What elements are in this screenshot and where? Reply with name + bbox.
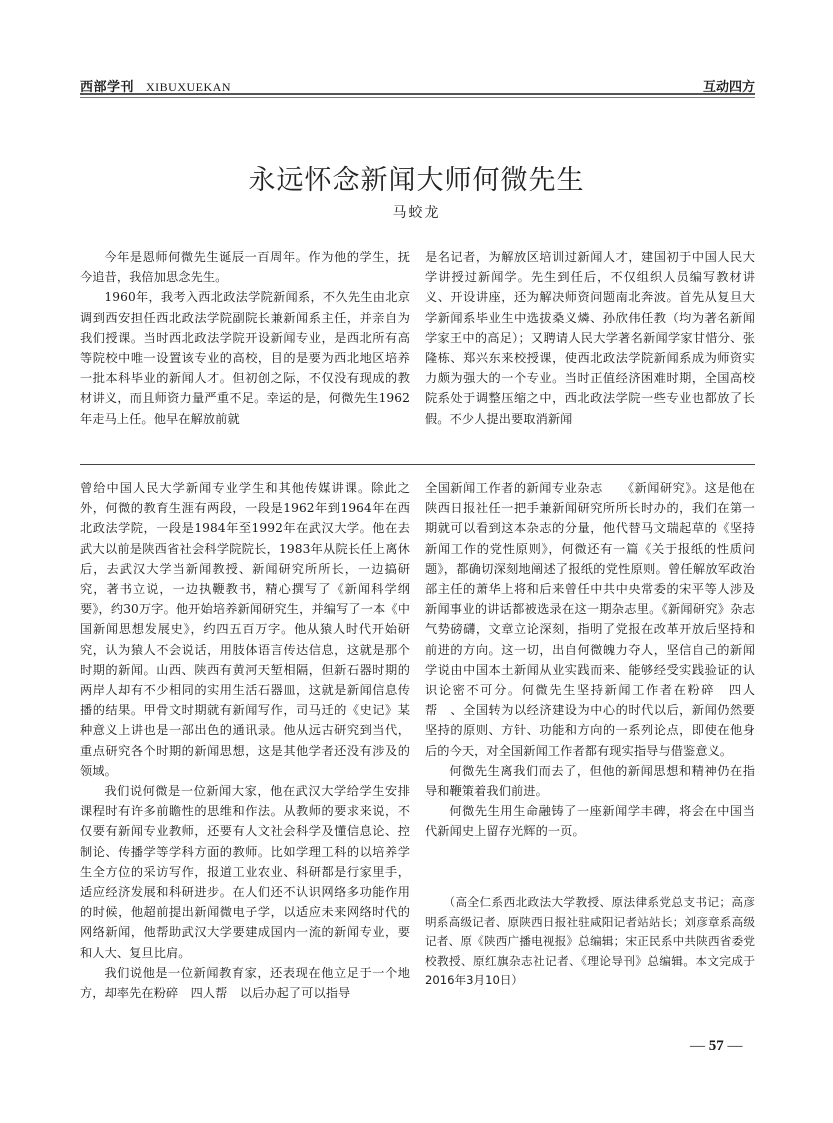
column-bottom-right — [425, 478, 755, 842]
paragraph: 是名记者，为解放区培训过新闻人才，建国初于中国人民大学讲授过新闻学。先生到任后，不仅组织人员编写教材讲义、开设讲座，还为解决师资问题南北奔波。首先从复旦大学新闻系毕业生中选拔桑义燐、孙欣伟任教（均为著名新闻学家王中的高足）；又聘请人民大学著名新闻学家甘惜分、张隆栋、郑兴东来校授课，使西北政法学院新闻系成为师资实力颇为强大的一个专业。当时正值经济困难时期，全国高校院系处于调整压缩之中，西北政法学院一些专业也都放了长假。不少人提出要取消新闻 — [425, 250, 755, 426]
paragraph: 1960年，我考入西北政法学院新闻系，不久先生由北京调到西安担任西北政法学院副院长兼新闻系主任，并亲自为我们授课。当时西北政法学院开设新闻专业，是西北所有高等院校中唯一设置该专业的高校，目的是要为西北地区培养一批本科毕业的新闻人才。但初创之际，不仅没有现成的教材讲义，而且师资力量严重不足。幸运的是，何微先生1962年走马上任。他早在解放前就 — [80, 290, 410, 426]
section-divider — [80, 464, 755, 465]
column-bottom-left — [80, 478, 410, 1003]
article-author: 马蛟龙 — [392, 205, 441, 221]
column-top-left — [80, 247, 410, 429]
paragraph: 我们说他是一位新闻教育家，还表现在他立足于一个地方，却率先在粉碎 四人帮 以后办起了可以指导 — [80, 965, 410, 1001]
section-name: 互动四方 — [702, 80, 755, 95]
page-number — [690, 1038, 743, 1055]
author-note — [425, 893, 755, 991]
paragraph: 全国新闻工作者的新闻专业杂志 《新闻研究》。这是他在陕西日报社任一把手兼新闻研究所所长时办的，我们在第一期就可以看到这本杂志的分量，他代替马文瑞起草的《坚持新闻工作的党性原则》，何微还有一篇《关于报纸的性质问题》，都确切深刻地阐述了报纸的党性原则。曾任解放军政治部主任的萧华上将和后来曾任中共中央常委的宋平等人涉及新闻事业的讲话都被选录在这一期杂志里。《新闻研究》杂志气势磅礴，文章立论深刻，指明了党报在改革开放后坚持和前进的方向。这一切，出自何微魄力夺人，坚信自己的新闻学说由中国本土新闻从业实践而来、能够经受实践验证的认识论密不可分。何微先生坚持新闻工作者在粉碎 四人帮 、全国转为以经济建设为中心的时代以后，新闻仍然要坚持的原则、方针、功能和方向的一系列论点，即使在他身后的今天，对全国新闻工作者都有现实指导与借鉴意义。 — [425, 481, 755, 758]
paragraph: 我们说何微是一位新闻大家，他在武汉大学给学生安排课程时有许多前瞻性的思维和作法。从教师的要求来说，不仅要有新闻专业教师，还要有人文社会科学及懂信息论、控制论、传播学等学科方面的教师。比如学理工科的以培养学生全方位的采访写作，报道工业农业、科研都是行家里手，适应经济发展和科研进步。在人们还不认识网络多功能作用的时候，他超前提出新闻微电子学，以适应未来网络时代的网络新闻，他帮助武汉大学要建成国内一流的新闻专业，要和人大、复旦比肩。 — [80, 784, 410, 960]
page-number-dash-right: — — [727, 1038, 743, 1054]
article-title: 永远怀念新闻大师何微先生 — [248, 165, 585, 197]
column-top-right — [425, 247, 755, 429]
journal-name-en: XIBUXUEKAN — [146, 80, 232, 94]
paragraph: 今年是恩师何微先生诞辰一百周年。作为他的学生，抚今追昔，我倍加思念先生。 — [80, 250, 410, 285]
paragraph: 何微先生用生命融铸了一座新闻学丰碑，将会在中国当代新闻史上留存光辉的一页。 — [425, 804, 755, 839]
paragraph: 曾给中国人民大学新闻专业学生和其他传媒讲课。除此之外，何微的教育生涯有两段，一段是1962年到1964年在西北政法学院，一段是1984年至1992年在武汉大学。他在去武大以前是陕西省社会科学院院长，1983年从院长任上离休后，去武汉大学当新闻教授、新闻研究所所长，一边搞研究，著书立说，一边执鞭教书，精心撰写了《新闻科学纲要》，约30万字。他开始培养新闻研究生，并编写了一本《中国新闻思想发展史》，约四五百万字。他从猿人时代开始研究，认为猿人不会说话，用肢体语言传达信息，这就是那个时期的新闻。山西、陕西有黄河天堑相隔，但新石器时期的两岸人却有不少相同的实用生活石器皿，这就是新闻信息传播的结果。甲骨文时期就有新闻写作，司马迁的《史记》某种意义上讲也是一部出色的通讯录。他从远古研究到当代，重点研究各个时期的新闻思想，这是其他学者还没有涉及的领域。 — [80, 481, 410, 778]
header-rule-thin — [80, 97, 755, 98]
page-number-value: 57 — [708, 1038, 724, 1054]
journal-name-cn: 西部学刊 — [80, 80, 135, 95]
page-number-dash-left: — — [690, 1038, 705, 1054]
paragraph: 何微先生离我们而去了，但他的新闻思想和精神仍在指导和鞭策着我们前进。 — [425, 763, 755, 799]
author-note-text: （高全仁系西北政法大学教授、原法律系党总支书记；高彦明系高级记者、原陕西日报社驻咸阳记者站站长；刘彦章系高级记者、原《陕西广播电视报》总编辑；宋正民系中共陕西省委党校教授、原红旗杂志社记者、《理论导刊》总编辑。本文完成于2016年3月10日） — [425, 895, 755, 987]
header-rule — [80, 93, 755, 95]
